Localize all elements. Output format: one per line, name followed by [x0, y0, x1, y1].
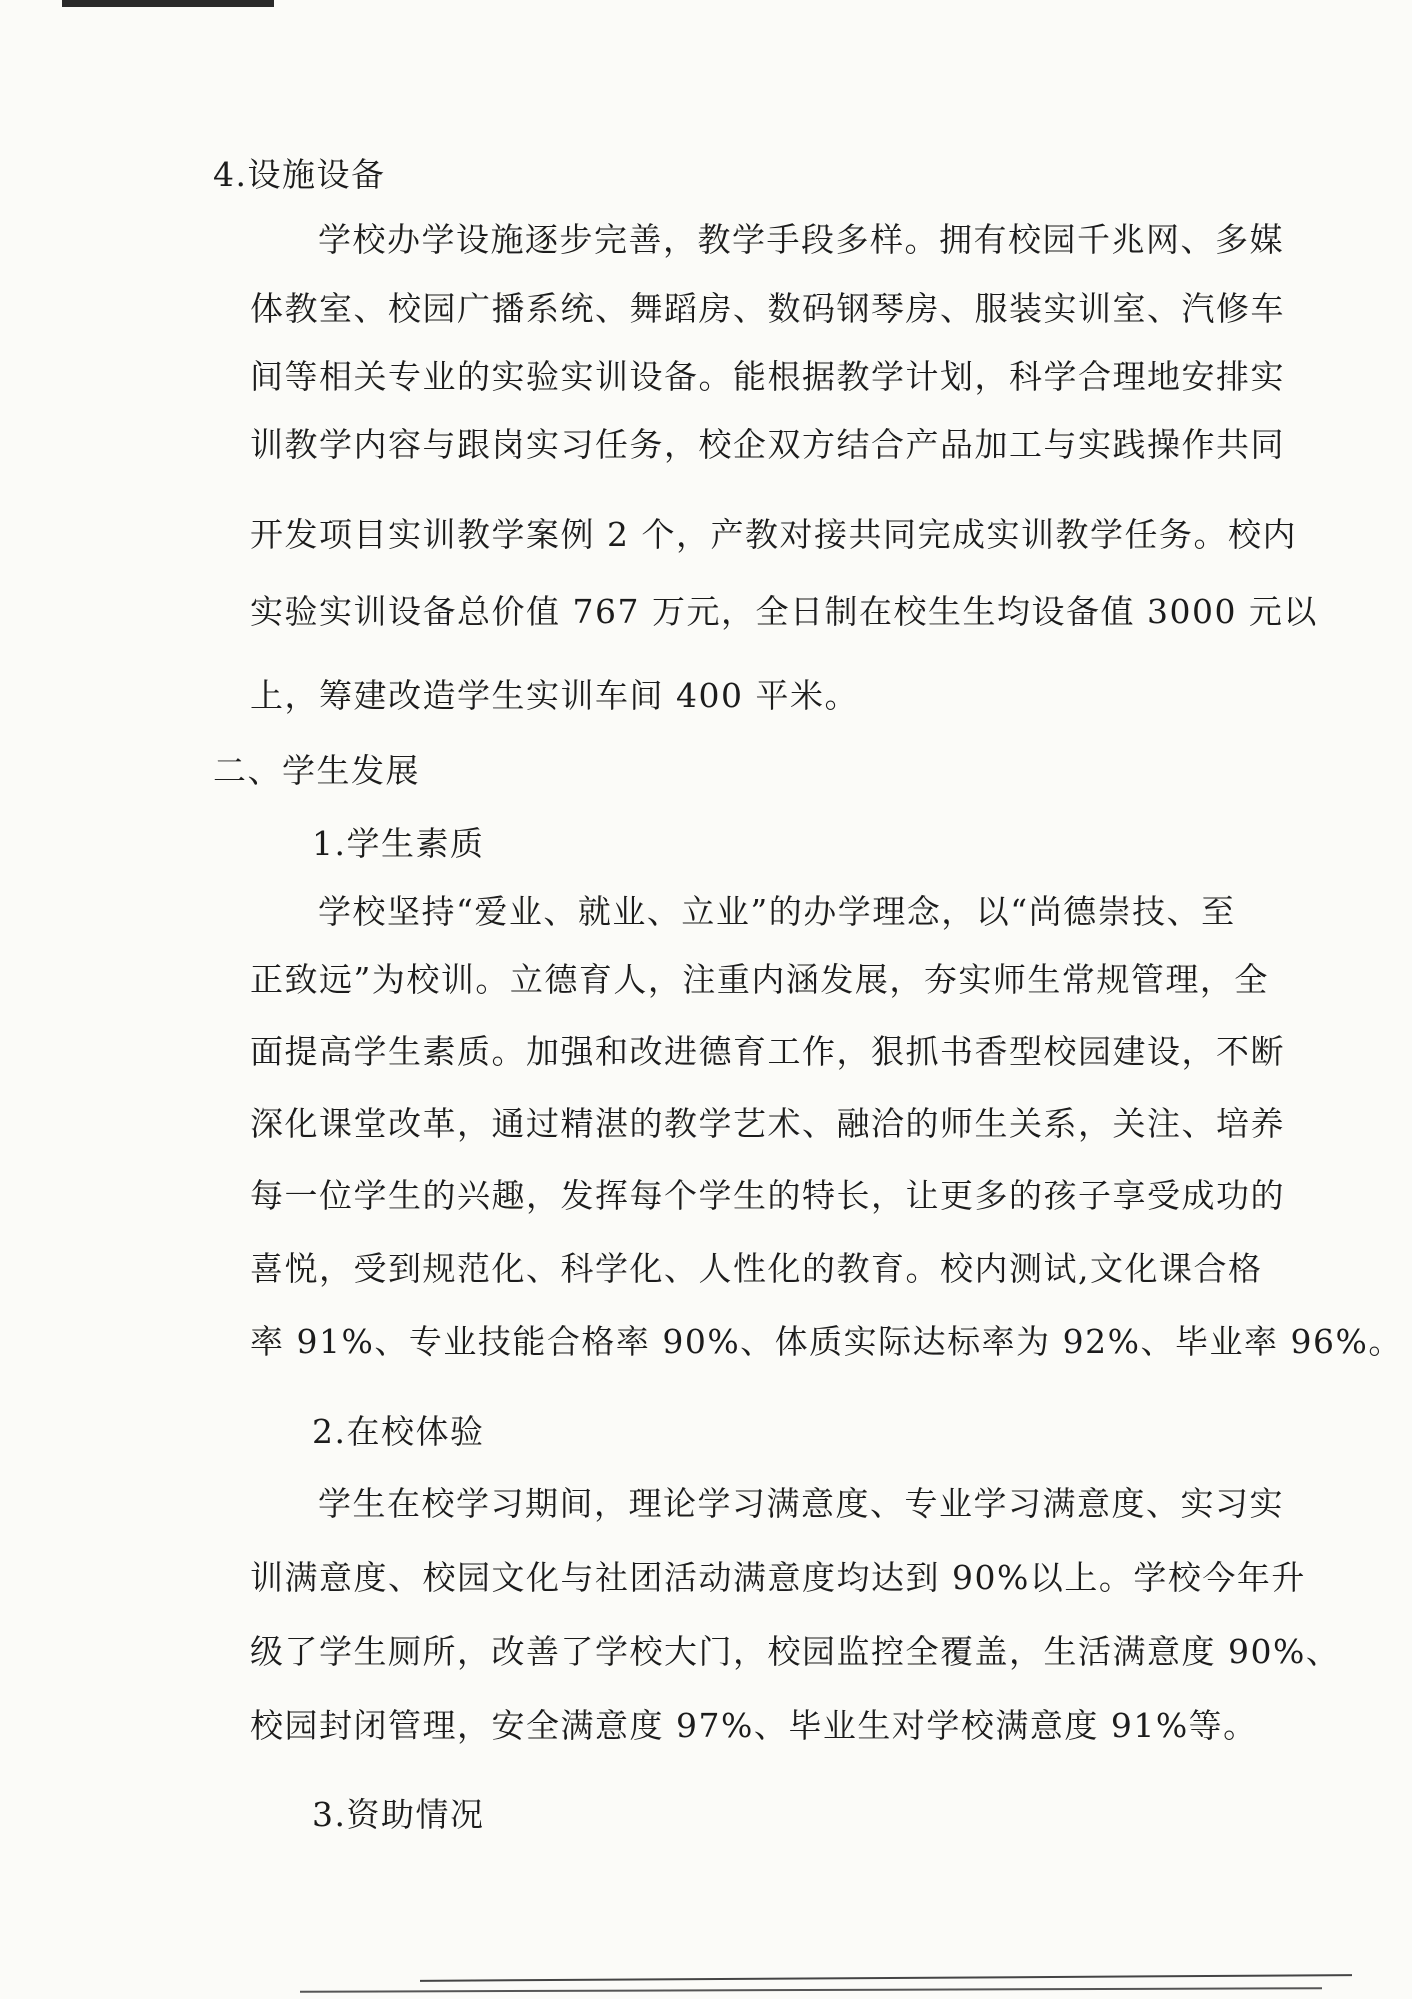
- paragraph-line: 面提高学生素质。加强和改进德育工作，狠抓书香型校园建设，不断: [250, 1032, 1285, 1071]
- section-heading-student-development: 二、学生发展: [213, 751, 420, 790]
- paragraph-line: 率 91%、专业技能合格率 90%、体质实际达标率为 92%、毕业率 96%。: [250, 1322, 1403, 1361]
- paragraph-line: 上，筹建改造学生实训车间 400 平米。: [250, 676, 859, 715]
- paragraph-line: 学校办学设施逐步完善，教学手段多样。拥有校园千兆网、多媒: [318, 220, 1284, 259]
- paragraph-line: 正致远”为校训。立德育人，注重内涵发展，夯实师生常规管理，全: [250, 960, 1269, 999]
- paragraph-line: 每一位学生的兴趣，发挥每个学生的特长，让更多的孩子享受成功的: [250, 1176, 1285, 1215]
- paragraph-line: 间等相关专业的实验实训设备。能根据教学计划，科学合理地安排实: [250, 357, 1285, 396]
- paragraph-line: 校园封闭管理，安全满意度 97%、毕业生对学校满意度 91%等。: [250, 1706, 1258, 1745]
- subsection-heading-campus-experience: 2.在校体验: [312, 1412, 485, 1451]
- paragraph-line: 实验实训设备总价值 767 万元，全日制在校生生均设备值 3000 元以: [250, 592, 1318, 631]
- scan-edge-lines: [300, 1973, 1352, 1997]
- paragraph-line: 训满意度、校园文化与社团活动满意度均达到 90%以上。学校今年升: [250, 1558, 1306, 1597]
- paragraph-line: 开发项目实训教学案例 2 个，产教对接共同完成实训教学任务。校内: [250, 515, 1297, 554]
- section-heading-facilities: 4.设施设备: [213, 155, 386, 194]
- paragraph-line: 喜悦，受到规范化、科学化、人性化的教育。校内测试,文化课合格: [250, 1249, 1263, 1288]
- paragraph-line: 学校坚持“爱业、就业、立业”的办学理念，以“尚德崇技、至: [318, 892, 1236, 931]
- paragraph-line: 级了学生厕所，改善了学校大门，校园监控全覆盖，生活满意度 90%、: [250, 1632, 1341, 1671]
- subsection-heading-financial-aid: 3.资助情况: [312, 1795, 485, 1834]
- paragraph-line: 体教室、校园广播系统、舞蹈房、数码钢琴房、服装实训室、汽修车: [250, 289, 1285, 328]
- paragraph-line: 学生在校学习期间，理论学习满意度、专业学习满意度、实习实: [318, 1484, 1284, 1523]
- paragraph-line: 训教学内容与跟岗实习任务，校企双方结合产品加工与实践操作共同: [250, 425, 1285, 464]
- subsection-heading-student-quality: 1.学生素质: [312, 824, 485, 863]
- paragraph-line: 深化课堂改革，通过精湛的教学艺术、融洽的师生关系，关注、培养: [250, 1104, 1285, 1143]
- scan-line: [420, 1974, 1352, 1982]
- scan-line: [300, 1987, 1322, 1993]
